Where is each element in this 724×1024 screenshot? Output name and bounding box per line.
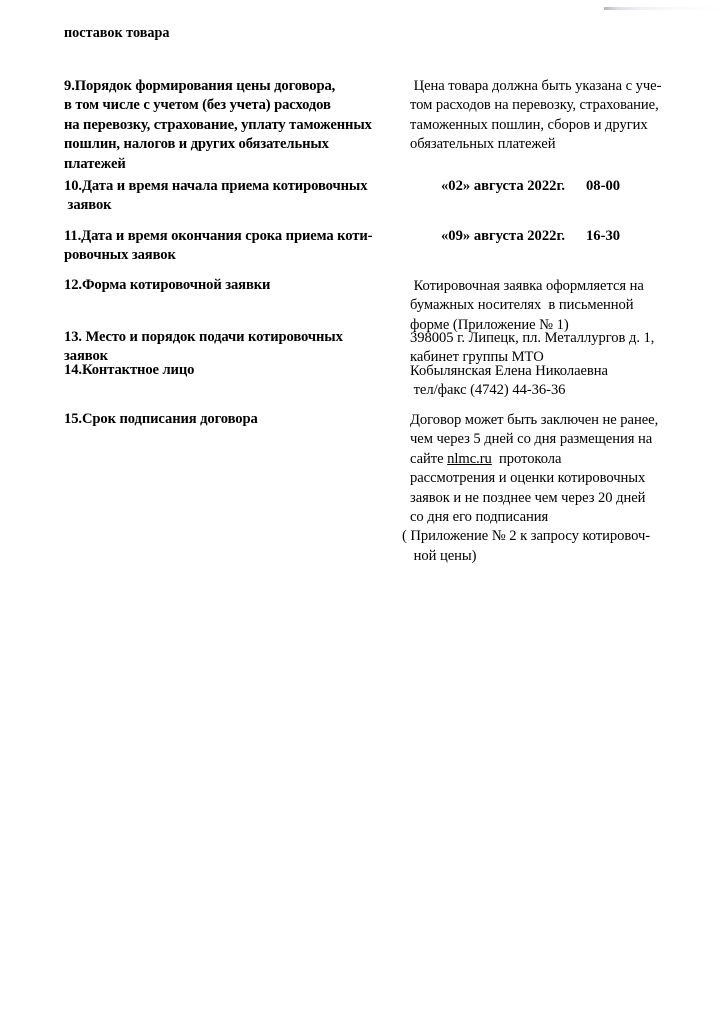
row-10-label bbox=[64, 177, 404, 216]
row-11-value bbox=[441, 227, 701, 246]
row-15-value-line-5: заявок и не позднее чем через 20 дней bbox=[410, 489, 646, 506]
row-12-value bbox=[410, 277, 700, 335]
row-15-value-line-7: ( Приложение № 2 к запросу котировоч- bbox=[402, 528, 651, 545]
row-15-label-line-1: 15.Срок подписания договора bbox=[64, 411, 258, 427]
row-11-value-date: «09» августа 2022г. bbox=[441, 228, 566, 244]
row-12-value-line-2: бумажных носителях в письменной bbox=[410, 297, 634, 314]
scan-artifact-streak bbox=[604, 7, 722, 10]
row-11-label bbox=[64, 227, 404, 266]
row-10-label-line-2: заявок bbox=[64, 197, 112, 214]
row-9-value-line-2: том расходов на перевозку, страхование, bbox=[410, 97, 659, 114]
row-10-value-time: 08-00 bbox=[586, 178, 621, 194]
row-9-label-line-1: 9.Порядок формирования цены договора, bbox=[64, 78, 336, 94]
row-14-value-line-2: тел/факс (4742) 44-36-36 bbox=[410, 382, 566, 399]
row-15-value bbox=[402, 411, 700, 566]
row-13-value-line-2: кабинет группы МТО bbox=[410, 349, 544, 366]
row-15-label bbox=[64, 410, 404, 429]
row-9-label-line-3: на перевозку, страхование, уплату таможенных bbox=[64, 116, 372, 133]
row-9-value-line-1: Цена товара должна быть указана с уче- bbox=[410, 78, 662, 94]
row-14-value bbox=[410, 362, 700, 401]
row-15-value-link-line bbox=[410, 450, 700, 469]
row-9-label-line-4: пошлин, налогов и других обязательных bbox=[64, 136, 329, 153]
row-10-value bbox=[441, 177, 701, 196]
row-9-value-line-3: таможенных пошлин, сборов и других bbox=[410, 116, 648, 133]
continued-heading-text: поставок товара bbox=[64, 25, 170, 41]
row-12-value-line-1: Котировочная заявка оформляется на bbox=[410, 278, 644, 294]
row-15-value-line-4: рассмотрения и оценки котировочных bbox=[410, 470, 646, 487]
row-9-label-line-5: платежей bbox=[64, 155, 126, 172]
row-13-label-line-1: 13. Место и порядок подачи котировочных bbox=[64, 329, 343, 345]
row-9-value bbox=[410, 77, 700, 155]
row-15-link-suffix: протокола bbox=[491, 450, 562, 467]
row-11-value-time: 16-30 bbox=[586, 228, 621, 244]
row-15-value-line-8: ной цены) bbox=[410, 547, 477, 564]
row-15-link-prefix: сайте bbox=[410, 450, 448, 467]
row-12-label bbox=[64, 276, 404, 295]
row-15-value-line-1: Договор может быть заключен не ранее, bbox=[410, 412, 659, 428]
row-15-value-line-6: со дня его подписания bbox=[410, 509, 549, 526]
continued-heading bbox=[64, 24, 464, 42]
nlmc-website-link[interactable]: nlmc.ru bbox=[447, 450, 492, 467]
row-14-value-line-1: Кобылянская Елена Николаевна bbox=[410, 363, 608, 379]
row-13-value-line-1: 398005 г. Липецк, пл. Металлургов д. 1, bbox=[410, 330, 655, 346]
row-9-label bbox=[64, 77, 404, 174]
row-12-label-line-1: 12.Форма котировочной заявки bbox=[64, 277, 271, 293]
row-12-value-line-3: форме (Приложение № 1) bbox=[410, 316, 569, 333]
row-14-label bbox=[64, 361, 404, 380]
row-11-label-line-1: 11.Дата и время окончания срока приема коти- bbox=[64, 228, 373, 244]
row-13-label-line-2: заявок bbox=[64, 348, 108, 365]
row-10-label-line-1: 10.Дата и время начала приема котировочных bbox=[64, 178, 368, 194]
row-15-value-line-2: чем через 5 дней со дня размещения на bbox=[410, 431, 653, 448]
row-9-value-line-4: обязательных платежей bbox=[410, 136, 556, 153]
row-10-value-date: «02» августа 2022г. bbox=[441, 178, 566, 194]
row-14-label-line-1: 14.Контактное лицо bbox=[64, 362, 195, 378]
row-9-label-line-2: в том числе с учетом (без учета) расходов bbox=[64, 97, 331, 114]
row-11-label-line-2: ровочных заявок bbox=[64, 247, 176, 264]
